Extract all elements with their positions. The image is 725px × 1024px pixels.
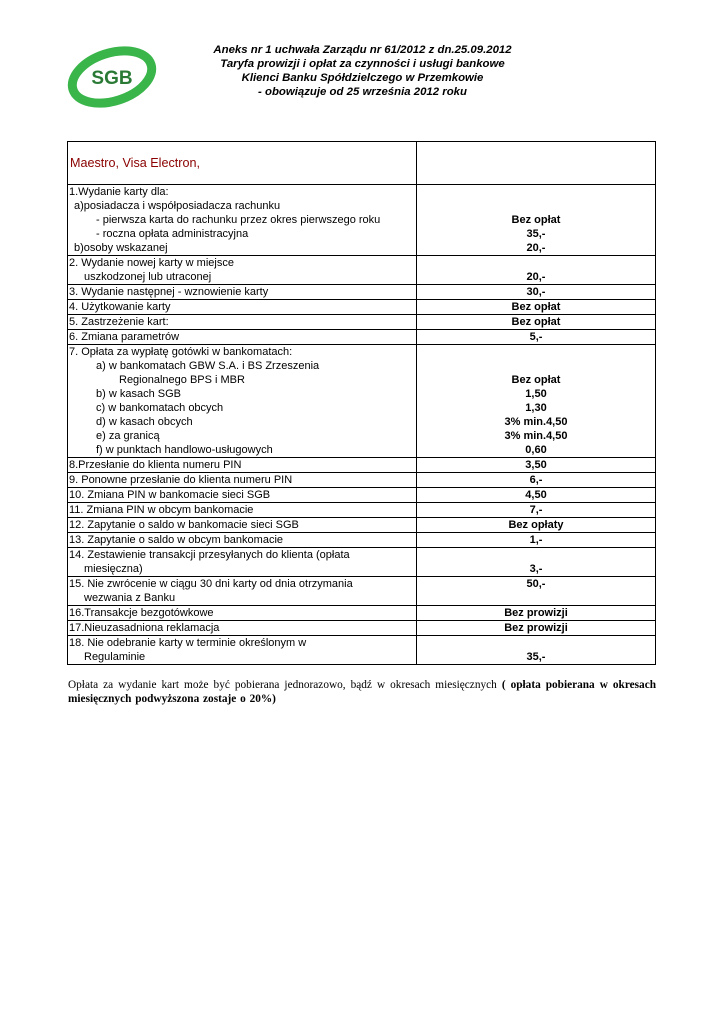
- table-row: [68, 458, 656, 473]
- fee-value: [417, 636, 655, 650]
- fee-cell: [417, 548, 656, 577]
- service-cell: [68, 473, 417, 488]
- fee-value: Bez opłat: [511, 301, 561, 313]
- service-line: 15. Nie zwrócenie w ciągu 30 dni karty od dnia otrzymania: [69, 578, 353, 590]
- fee-value: Bez opłat: [511, 316, 561, 328]
- table-header-row: [68, 142, 656, 185]
- fee-value: 5,-: [529, 331, 543, 343]
- service-line: 5. Zastrzeżenie kart:: [69, 316, 169, 328]
- fee-value: 50,-: [526, 578, 546, 590]
- table-row: [68, 518, 656, 533]
- fee-value: Bez opłat: [511, 214, 561, 226]
- service-cell: [68, 345, 417, 458]
- service-line: 13. Zapytanie o saldo w obcym bankomacie: [69, 534, 284, 546]
- table-row: [68, 621, 656, 636]
- service-line: a) w bankomatach GBW S.A. i BS Zrzeszenia: [96, 360, 320, 372]
- service-line: 16.Transakcje bezgotówkowe: [69, 607, 214, 619]
- fee-value: 7,-: [529, 504, 543, 516]
- fee-value: Bez prowizji: [504, 607, 568, 619]
- table-row: [68, 285, 656, 300]
- tariff-table: [67, 141, 656, 665]
- service-cell: [68, 256, 417, 285]
- service-line: 8.Przesłanie do klienta numeru PIN: [69, 459, 242, 471]
- fee-value: 3% min.4,50: [504, 416, 568, 428]
- sgb-logo: [66, 46, 158, 108]
- header-line-1: Aneks nr 1 uchwała Zarządu nr 61/2012 z dn.25.09.2012: [213, 44, 512, 56]
- fee-value: 30,-: [526, 286, 546, 298]
- service-line: a)posiadacza i współposiadacza rachunku: [74, 200, 281, 212]
- table-row: [68, 345, 656, 458]
- service-cell: [68, 458, 417, 473]
- service-line: - pierwsza karta do rachunku przez okres pierwszego roku: [96, 214, 381, 226]
- service-line: uszkodzonej lub utraconej: [84, 271, 212, 283]
- fee-cell: [417, 285, 656, 300]
- service-line: 17.Nieuzasadniona reklamacja: [69, 622, 220, 634]
- service-cell: [68, 621, 417, 636]
- table-row: [68, 473, 656, 488]
- service-line: 12. Zapytanie o saldo w bankomacie sieci SGB: [69, 519, 299, 531]
- fee-cell: [417, 315, 656, 330]
- fee-value: 0,60: [525, 444, 547, 456]
- fee-value: 4,50: [525, 489, 547, 501]
- fee-value: [417, 199, 655, 213]
- table-row: [68, 256, 656, 285]
- header-line-4: - obowiązuje od 25 września 2012 roku: [258, 86, 467, 98]
- service-line: 7. Opłata za wypłatę gotówki w bankomatach:: [69, 346, 293, 358]
- table-row: [68, 300, 656, 315]
- footer-note-bold: ( opłata pobierana w okresach miesięcznych podwyższona zostaje o 20%): [68, 679, 657, 705]
- table-title: Maestro, Visa Electron,: [68, 142, 417, 185]
- fee-cell: [417, 345, 656, 458]
- fee-value: [417, 256, 655, 270]
- footer-note-text: Opłata za wydanie kart może być pobierana jednorazowo, bądź w okresach miesięcznych: [68, 679, 502, 691]
- fee-cell: [417, 330, 656, 345]
- fee-cell: [417, 606, 656, 621]
- table-row: [68, 503, 656, 518]
- fee-cell: [417, 458, 656, 473]
- fee-value: 20,-: [526, 242, 546, 254]
- fee-value: [417, 359, 655, 373]
- table-row: [68, 636, 656, 665]
- table-row: [68, 488, 656, 503]
- document-header: [170, 43, 555, 99]
- service-line: d) w kasach obcych: [96, 416, 193, 428]
- fee-cell: [417, 473, 656, 488]
- fee-cell: [417, 518, 656, 533]
- service-line: b)osoby wskazanej: [74, 242, 168, 254]
- table-row: [68, 533, 656, 548]
- sgb-logo-ellipse-icon: [66, 46, 158, 108]
- service-cell: [68, 315, 417, 330]
- service-line: 18. Nie odebranie karty w terminie określonym w: [69, 637, 307, 649]
- service-cell: [68, 636, 417, 665]
- fee-cell: [417, 300, 656, 315]
- service-line: 14. Zestawienie transakcji przesyłanych do klienta (opłata: [69, 549, 350, 561]
- table-row: [68, 577, 656, 606]
- fee-value: 3% min.4,50: [504, 430, 568, 442]
- fee-cell: [417, 577, 656, 606]
- service-line: Regionalnego BPS i MBR: [119, 374, 245, 386]
- service-cell: [68, 503, 417, 518]
- service-line: 1.Wydanie karty dla:: [69, 186, 169, 198]
- fee-cell: [417, 256, 656, 285]
- fee-value: Bez opłat: [511, 374, 561, 386]
- service-line: wezwania z Banku: [84, 592, 176, 604]
- fee-value: Bez prowizji: [504, 622, 568, 634]
- fee-value: 35,-: [526, 228, 546, 240]
- service-cell: [68, 285, 417, 300]
- fee-value: 20,-: [526, 271, 546, 283]
- fee-value: 1,30: [525, 402, 547, 414]
- service-line: miesięczna): [84, 563, 143, 575]
- fee-value: Bez opłaty: [508, 519, 564, 531]
- service-cell: [68, 488, 417, 503]
- fee-value: 1,-: [529, 534, 543, 546]
- service-cell: [68, 518, 417, 533]
- service-line: 6. Zmiana parametrów: [69, 331, 180, 343]
- fee-value: 1,50: [525, 388, 547, 400]
- service-cell: [68, 533, 417, 548]
- fee-value: 3,50: [525, 459, 547, 471]
- service-line: - roczna opłata administracyjna: [96, 228, 249, 240]
- service-line: Regulaminie: [84, 651, 146, 663]
- fee-value: 3,-: [529, 563, 543, 575]
- service-line: 4. Użytkowanie karty: [69, 301, 171, 313]
- table-row: [68, 548, 656, 577]
- table-row: [68, 330, 656, 345]
- service-cell: [68, 577, 417, 606]
- service-cell: [68, 185, 417, 256]
- fee-value: [417, 591, 655, 605]
- table-row: [68, 185, 656, 256]
- service-line: 3. Wydanie następnej - wznowienie karty: [69, 286, 269, 298]
- table-row: [68, 606, 656, 621]
- service-cell: [68, 300, 417, 315]
- table-row: [68, 315, 656, 330]
- service-cell: [68, 548, 417, 577]
- table-header-empty-cell: [417, 142, 656, 185]
- service-line: b) w kasach SGB: [96, 388, 181, 400]
- service-line: e) za granicą: [96, 430, 160, 442]
- footer-note: [68, 678, 656, 706]
- service-line: 11. Zmiana PIN w obcym bankomacie: [69, 504, 254, 516]
- fee-value: 6,-: [529, 474, 543, 486]
- fee-value: [417, 345, 655, 359]
- service-line: 9. Ponowne przesłanie do klienta numeru PIN: [69, 474, 293, 486]
- fee-cell: [417, 488, 656, 503]
- fee-cell: [417, 636, 656, 665]
- fee-value: 35,-: [526, 651, 546, 663]
- service-cell: [68, 330, 417, 345]
- sgb-logo-text: SGB: [91, 68, 133, 89]
- service-line: f) w punktach handlowo-usługowych: [96, 444, 273, 456]
- header-line-3: Klienci Banku Spółdzielczego w Przemkowie: [241, 72, 484, 84]
- fee-cell: [417, 185, 656, 256]
- fee-value: [417, 548, 655, 562]
- fee-cell: [417, 503, 656, 518]
- fee-value: [417, 185, 655, 199]
- header-line-2: Taryfa prowizji i opłat za czynności i usługi bankowe: [220, 58, 505, 70]
- service-line: c) w bankomatach obcych: [96, 402, 224, 414]
- fee-cell: [417, 533, 656, 548]
- service-line: 10. Zmiana PIN w bankomacie sieci SGB: [69, 489, 271, 501]
- fee-cell: [417, 621, 656, 636]
- service-cell: [68, 606, 417, 621]
- service-line: 2. Wydanie nowej karty w miejsce: [69, 257, 234, 269]
